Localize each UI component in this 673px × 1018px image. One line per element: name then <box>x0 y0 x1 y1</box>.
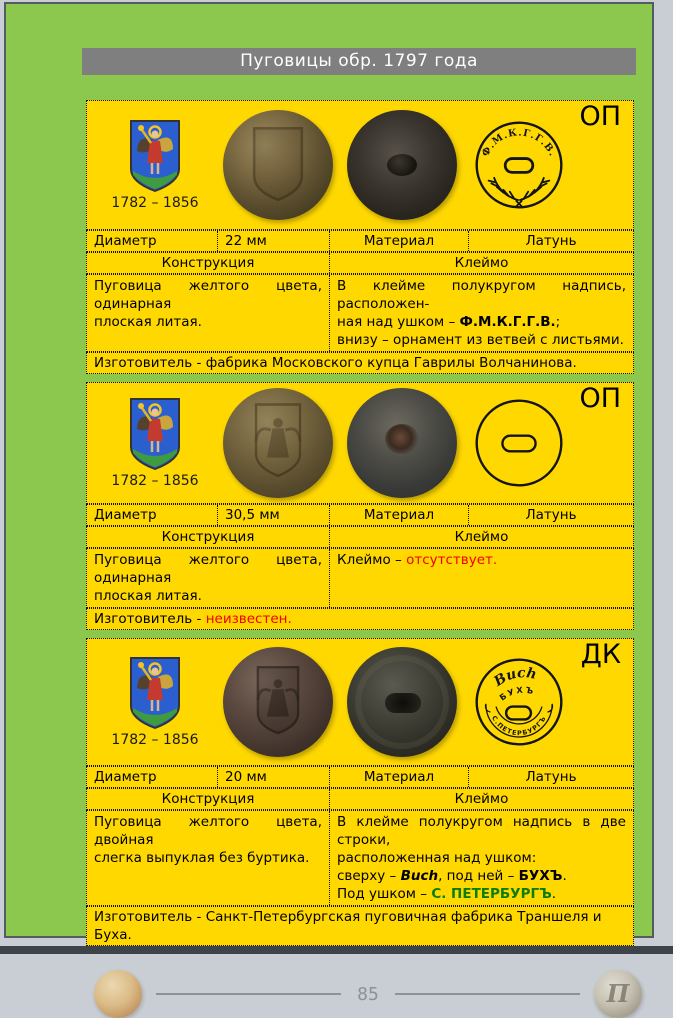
material-label: Материал <box>329 231 468 251</box>
mark-header: Клеймо <box>329 527 633 547</box>
arms-years: 1782 – 1856 <box>111 195 199 211</box>
footer-left-button-image <box>94 970 142 1018</box>
card1-row-description <box>86 274 634 352</box>
manufacturer-text: Изготовитель - Санкт-Петербургская пуговичная фабрика Траншеля и Буха. <box>94 909 602 943</box>
card3-type-label: ДК <box>580 639 621 670</box>
page-number: 85 <box>357 983 379 1005</box>
cards-container <box>86 100 634 946</box>
button-card-1 <box>86 100 634 374</box>
coat-of-arms-block <box>99 397 211 489</box>
construction-header: Конструкция <box>161 791 255 807</box>
diameter-label: Диаметр <box>94 233 157 249</box>
card2-seal-drawing <box>473 397 565 489</box>
card1-button-front-photo <box>223 110 333 220</box>
diameter-value: 20 мм <box>217 767 329 787</box>
seal-top-text: БУХЪ <box>497 684 536 703</box>
coat-of-arms-icon <box>129 397 181 471</box>
card2-row-headers <box>86 526 634 548</box>
construction-header: Конструкция <box>161 255 255 271</box>
coat-of-arms-block <box>99 656 211 748</box>
card3-seal-drawing <box>473 656 565 748</box>
seal-script-text: Buch <box>491 665 538 690</box>
card1-row-headers <box>86 252 634 274</box>
card2-button-back-photo <box>347 388 457 498</box>
construction-header: Конструкция <box>161 529 255 545</box>
construction-text: Пуговица желтого цвета, одинарная плоская литая. <box>94 278 322 330</box>
book-page <box>4 2 654 1008</box>
page-title: Пуговицы обр. 1797 года <box>82 48 636 75</box>
svg-text:С.ПЕТЕРБУРГЪ <box>490 714 548 737</box>
mark-text: В клейме полукругом надпись, расположен- ная над ушком – Ф.М.К.Г.Г.В.; внизу – орнамент из ветвей с листьями. <box>329 275 633 351</box>
seal-bottom-text: С.ПЕТЕРБУРГЪ <box>490 714 548 738</box>
arms-years: 1782 – 1856 <box>111 732 199 748</box>
material-label: Материал <box>329 505 468 525</box>
window-bottom-edge <box>0 946 673 954</box>
card3-row-headers <box>86 788 634 810</box>
footer-right-rule <box>395 993 580 995</box>
mark-header: Клеймо <box>329 789 633 809</box>
material-label: Материал <box>329 767 468 787</box>
material-value: Латунь <box>468 505 633 525</box>
coat-of-arms-icon <box>129 119 181 193</box>
material-value: Латунь <box>468 231 633 251</box>
arms-years: 1782 – 1856 <box>111 473 199 489</box>
seal-letters: Ф.М.К.Г.Г.В. <box>480 127 559 159</box>
diameter-value: 30,5 мм <box>217 505 329 525</box>
page-footer <box>94 970 642 1018</box>
construction-text: Пуговица желтого цвета, двойная слегка выпуклая без буртика. <box>94 814 322 866</box>
card1-seal-drawing <box>473 119 565 211</box>
material-value: Латунь <box>468 767 633 787</box>
construction-text: Пуговица желтого цвета, одинарная плоская литая. <box>94 552 322 604</box>
card1-photo-row <box>86 100 634 230</box>
card3-button-front-photo <box>223 647 333 757</box>
card1-row-diameter <box>86 230 634 252</box>
card2-row-description <box>86 548 634 608</box>
card3-row-description <box>86 810 634 906</box>
card3-photo-row <box>86 638 634 766</box>
card2-type-label: ОП <box>579 383 621 414</box>
mark-header: Клеймо <box>329 253 633 273</box>
button-card-2 <box>86 382 634 630</box>
card2-button-front-photo <box>223 388 333 498</box>
card1-row-manufacturer <box>86 352 634 374</box>
diameter-label: Диаметр <box>94 507 157 523</box>
card3-row-manufacturer <box>86 906 634 946</box>
coat-of-arms-icon <box>129 656 181 730</box>
card2-photo-row <box>86 382 634 504</box>
diameter-label: Диаметр <box>94 769 157 785</box>
mark-text: В клейме полукругом надпись в две строки, расположенная над ушком: сверху – Buch, под ней – БУХЪ. Под ушком – С. ПЕТЕРБУРГЪ. <box>329 811 633 905</box>
card2-row-manufacturer <box>86 608 634 630</box>
monogram-letter: П <box>606 979 630 1008</box>
card1-type-label: ОП <box>579 101 621 132</box>
card3-row-diameter <box>86 766 634 788</box>
manufacturer-text: Изготовитель - неизвестен. <box>94 611 292 627</box>
card2-row-diameter <box>86 504 634 526</box>
card1-button-back-photo <box>347 110 457 220</box>
footer-left-rule <box>156 993 341 995</box>
diameter-value: 22 мм <box>217 231 329 251</box>
footer-right-button-image <box>594 970 642 1018</box>
card3-button-back-photo <box>347 647 457 757</box>
button-card-3 <box>86 638 634 946</box>
coat-of-arms-block <box>99 119 211 211</box>
manufacturer-text: Изготовитель - фабрика Московского купца Гаврилы Волчанинова. <box>94 355 577 371</box>
mark-text: Клеймо – отсутствует. <box>329 549 633 607</box>
